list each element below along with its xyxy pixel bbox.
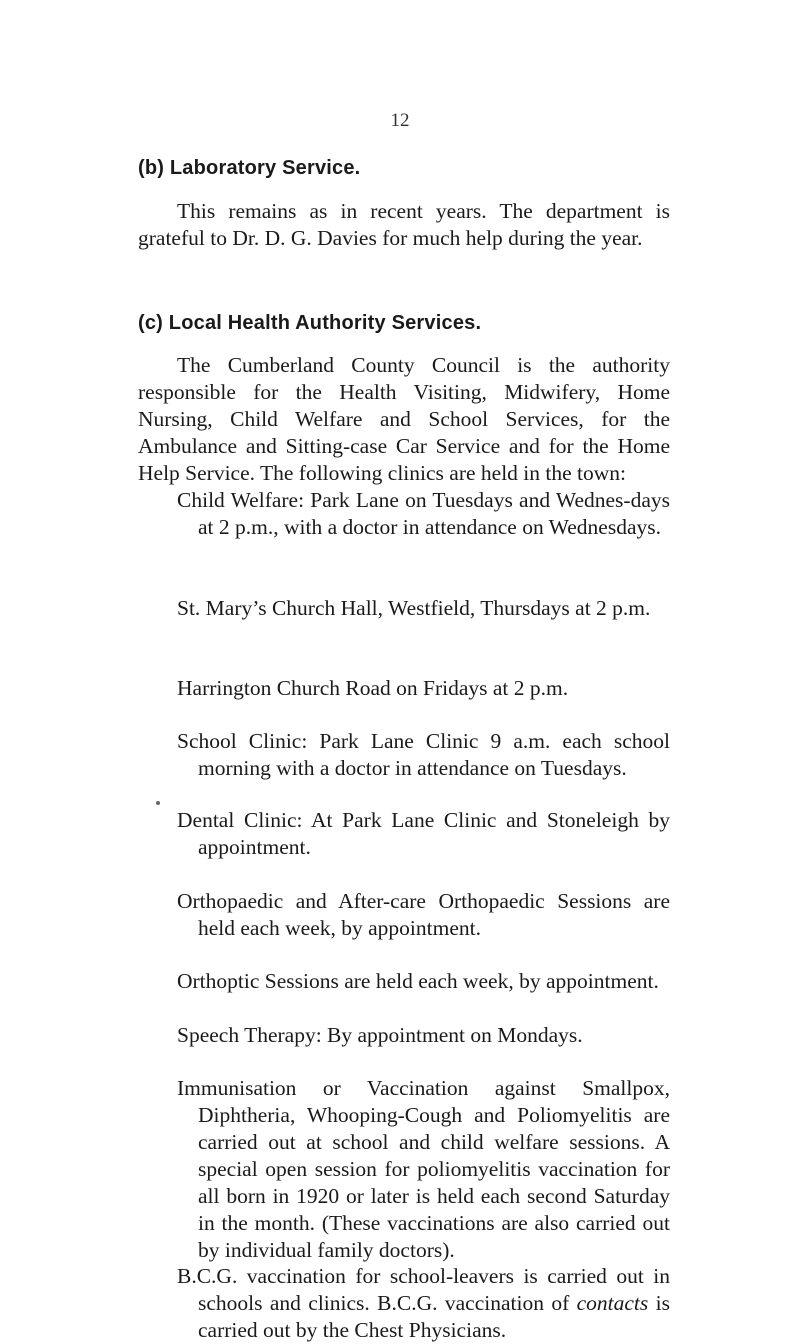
- entry-orthopaedic: [177, 888, 670, 942]
- entry-harrington: [177, 675, 670, 702]
- entry-harrington-text: Harrington Church Road on Fridays at 2 p.m.: [177, 676, 569, 700]
- section-heading-local-health: (c) Local Health Authority Services.: [138, 312, 482, 334]
- paragraph-local-health-intro: The Cumberland County Council is the authority responsible for the Health Visiting, Midwifery, Home Nursing, Child Welfare and School Services, for the Ambulance and Sitting-case Car Service and for the Home Help Service. The following clinics are held in the town:: [138, 353, 670, 485]
- entry-speech-therapy-text: Speech Therapy: By appointment on Mondays.: [177, 1023, 583, 1047]
- entry-bcg-contacts: contacts: [576, 1291, 649, 1315]
- entry-immunisation-text: Immunisation or Vaccination against Smallpox, Diphtheria, Whooping-Cough and Poliomyelitis are carried out at school and child welfare sessions. A special open session for poliomyelitis vaccination for all born in 1920 or later is held each second Saturday in the month. (These vaccinations are also carried out by individual family doctors).: [177, 1076, 670, 1262]
- entry-child-welfare-text: Child Welfare: Park Lane on Tuesdays and Wednes-days at 2 p.m., with a doctor in attendance on Wednesdays.: [177, 488, 670, 539]
- paragraph-laboratory: This remains as in recent years. The department is grateful to Dr. D. G. Davies for much help during the year.: [138, 199, 670, 250]
- entry-bcg: [177, 1263, 670, 1344]
- entry-school-clinic: [177, 728, 670, 782]
- entry-immunisation: [177, 1075, 670, 1264]
- section-heading-laboratory: (b) Laboratory Service.: [138, 157, 361, 179]
- entry-st-marys: [177, 595, 670, 622]
- page-number: 12: [390, 110, 410, 131]
- print-speck: [156, 801, 160, 805]
- entry-orthoptic: [177, 968, 670, 995]
- entry-bcg-part2: is carried out by the Chest Physicians.: [198, 1291, 670, 1342]
- entry-bcg-part1: B.C.G. vaccination for school-leavers is carried out in schools and clinics. B.C.G. vaccination of: [177, 1264, 670, 1315]
- entry-dental-clinic: [177, 807, 670, 861]
- entry-bcg-text: [177, 1263, 670, 1344]
- entry-speech-therapy: [177, 1022, 670, 1049]
- entry-st-marys-text: St. Mary’s Church Hall, Westfield, Thursdays at 2 p.m.: [177, 596, 651, 620]
- entry-orthopaedic-text: Orthopaedic and After-care Orthopaedic Sessions are held each week, by appointment.: [177, 889, 670, 940]
- entry-dental-clinic-text: Dental Clinic: At Park Lane Clinic and Stoneleigh by appointment.: [177, 808, 670, 859]
- entry-child-welfare: [177, 487, 670, 541]
- entry-school-clinic-text: School Clinic: Park Lane Clinic 9 a.m. each school morning with a doctor in attendance on Tuesdays.: [177, 729, 670, 780]
- entry-orthoptic-text: Orthoptic Sessions are held each week, by appointment.: [177, 969, 659, 993]
